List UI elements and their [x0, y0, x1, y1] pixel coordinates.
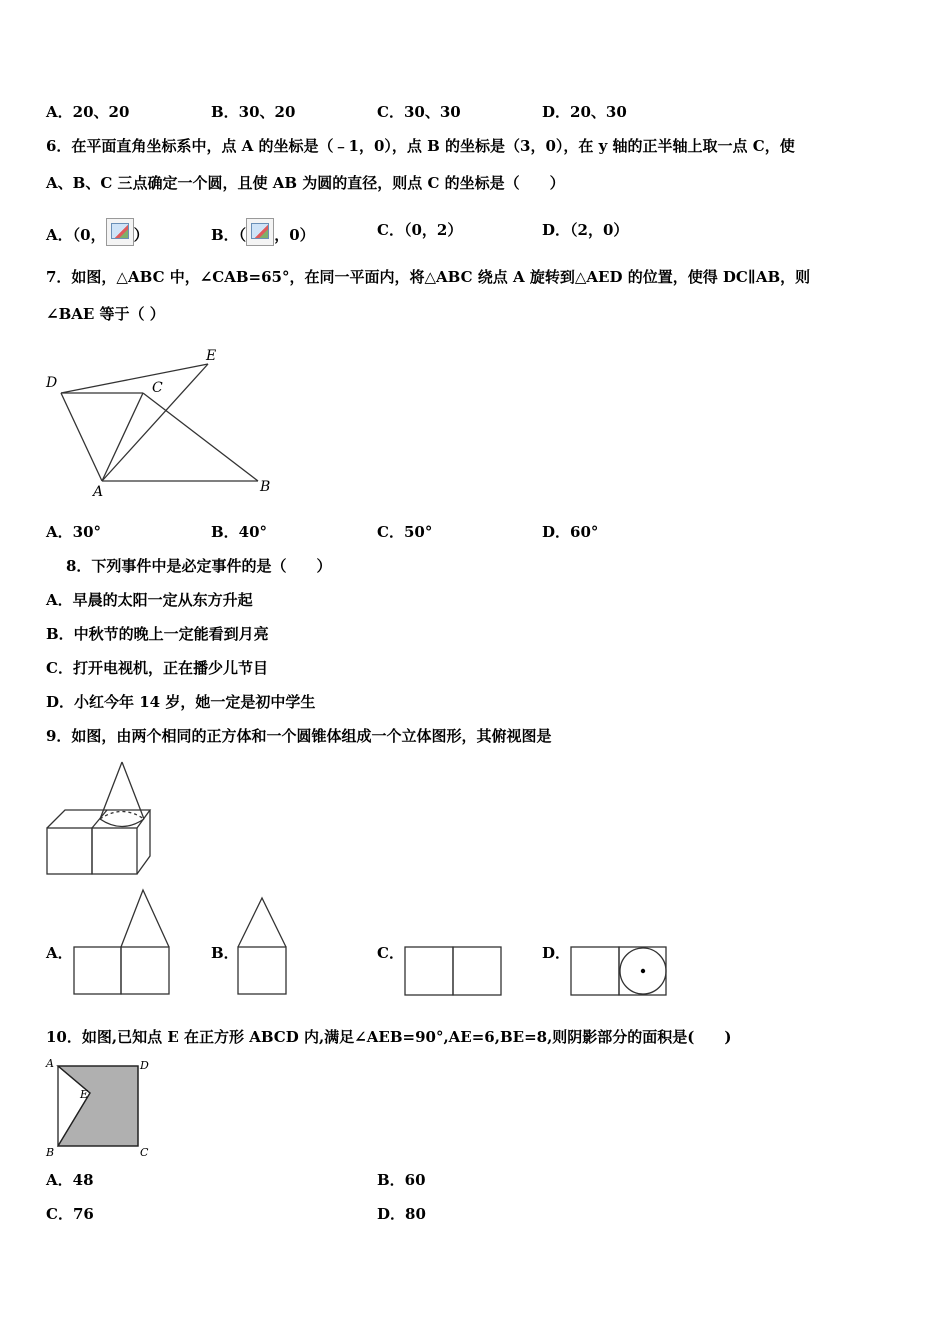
q6-option-a-prefix: A．（0，: [46, 226, 106, 244]
cone-base-back: [100, 812, 144, 820]
cone-base-front: [100, 819, 144, 827]
q6-option-b-prefix: B．（: [211, 226, 247, 244]
label-b: B: [260, 479, 271, 495]
q9-stem: 9．如图，由两个相同的正方体和一个圆锥体组成一个立体图形，其俯视图是: [46, 727, 552, 745]
q7-option-a: A．30°: [46, 523, 102, 541]
q7-option-c: C．50°: [377, 523, 433, 541]
segment-da: [61, 393, 102, 481]
label-e: E: [206, 348, 217, 364]
cube-top-outline: [47, 810, 150, 828]
q9-solid-figure: [42, 758, 162, 878]
q5-option-c: C．30、30: [377, 103, 461, 121]
label-c: C: [152, 380, 163, 396]
label-e: E: [80, 1088, 89, 1101]
q6-option-d: D．（2，0）: [542, 221, 629, 239]
cube-top-divider: [92, 810, 107, 828]
broken-image-icon: [246, 218, 274, 246]
shaded-region: [58, 1066, 138, 1146]
segment-ac: [102, 393, 143, 481]
label-d: D: [46, 375, 58, 391]
q6-stem-line1: 6．在平面直角坐标系中，点 A 的坐标是（﹣1，0），点 B 的坐标是（3，0），在 y 轴的正半轴上取一点 C，使: [46, 137, 795, 155]
q5-option-b: B．30、20: [211, 103, 296, 121]
label-d: D: [140, 1059, 149, 1072]
q7-option-d: D．60°: [542, 523, 599, 541]
q8-option-c: C．打开电视机，正在播少儿节目: [46, 659, 268, 677]
q6-option-a: [46, 218, 149, 246]
q9-option-a-figure: [72, 888, 182, 998]
q10-option-b: B．60: [377, 1171, 426, 1189]
q7-stem-line1: 7．如图，△ABC 中，∠CAB=65°，在同一平面内，将△ABC 绕点 A 旋转到△AED 的位置，使得 DC∥AB，则: [46, 268, 811, 286]
q6-option-c: C．（0，2）: [377, 221, 463, 239]
q6-option-a-suffix: ）: [133, 226, 149, 244]
label-a: A: [93, 484, 104, 500]
q7-stem-line2: ∠BAE 等于（ ）: [46, 305, 165, 323]
q8-stem: 8．下列事件中是必定事件的是（ ）: [66, 557, 332, 575]
cube-front-left: [47, 828, 92, 874]
q9-option-b-figure: [236, 896, 296, 1006]
q10-square-figure: [42, 1055, 162, 1165]
q7-triangle-figure: [40, 342, 280, 502]
q7-option-b: B．40°: [211, 523, 268, 541]
q9-option-b-letter: B．: [211, 944, 239, 962]
q6-option-b: [211, 218, 315, 246]
broken-image-icon: [106, 218, 134, 246]
q10-option-c: C．76: [46, 1205, 94, 1223]
label-c: C: [140, 1146, 149, 1159]
q5-option-d: D．20、30: [542, 103, 627, 121]
q10-stem: 10．如图,已知点 E 在正方形 ABCD 内,满足∠AEB=90°,AE=6,BE=8,则阴影部分的面积是( ): [46, 1028, 732, 1046]
q5-option-a: A．20、20: [46, 103, 130, 121]
q10-option-a: A．48: [46, 1171, 94, 1189]
q9-option-a-letter: A．: [46, 944, 73, 962]
q9-option-d-figure: [570, 946, 670, 998]
segment-cb: [143, 393, 258, 481]
q8-option-d: D．小红今年 14 岁，她一定是初中学生: [46, 693, 316, 711]
q9-option-c-letter: C．: [377, 944, 404, 962]
q8-option-a: A．早晨的太阳一定从东方升起: [46, 591, 253, 609]
label-a: A: [46, 1057, 54, 1070]
cube-front-right: [92, 828, 137, 874]
q8-option-b: B．中秋节的晚上一定能看到月亮: [46, 625, 269, 643]
q6-option-b-suffix: ，0）: [274, 226, 315, 244]
q10-option-d: D．80: [377, 1205, 426, 1223]
q9-option-d-letter: D．: [542, 944, 571, 962]
q6-stem-line2: A、B、C 三点确定一个圆，且使 AB 为圆的直径，则点 C 的坐标是（ ）: [46, 174, 565, 192]
label-b: B: [46, 1146, 55, 1159]
q9-option-c-figure: [404, 946, 504, 998]
